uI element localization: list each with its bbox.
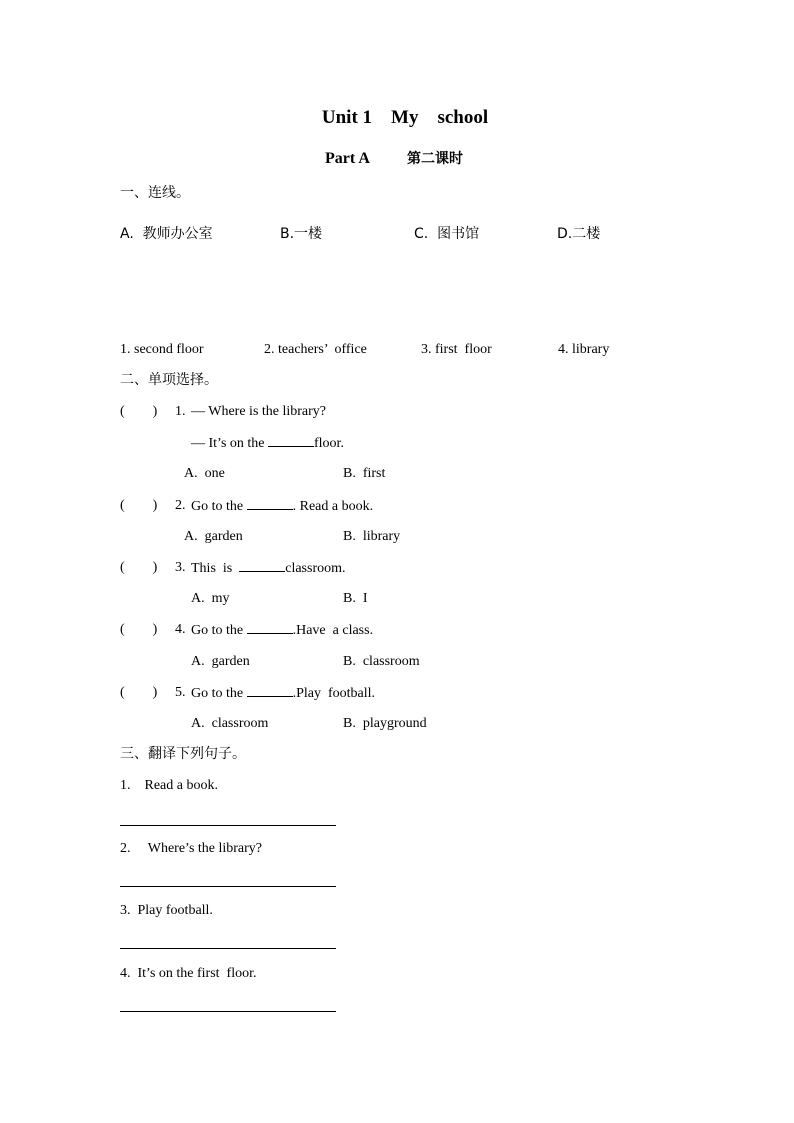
match-english-1: 1. second floor bbox=[120, 342, 204, 357]
match-english-2: 2. teachers’ office bbox=[264, 342, 367, 357]
question-text-pre: This is bbox=[191, 561, 240, 576]
fill-blank[interactable] bbox=[268, 434, 314, 447]
translate-item-3: 3. Play football. bbox=[120, 903, 213, 918]
section1-heading: 一、连线。 bbox=[120, 185, 190, 201]
option-b: B. library bbox=[343, 529, 401, 544]
question-text-line2 bbox=[191, 434, 344, 453]
option-a: A. one bbox=[184, 466, 225, 481]
option-a: A. garden bbox=[191, 654, 250, 669]
question-number: 5. bbox=[175, 685, 186, 700]
question-text bbox=[191, 559, 346, 578]
question-text bbox=[191, 621, 373, 640]
match-chinese-b: B.一楼 bbox=[280, 226, 323, 242]
question-text-post: .Play football. bbox=[292, 686, 376, 701]
option-b: B. classroom bbox=[343, 654, 420, 669]
translate-item-2: 2. Where’s the library? bbox=[120, 841, 263, 856]
match-chinese-d: D.二楼 bbox=[557, 226, 601, 242]
answer-paren[interactable]: ( ) bbox=[120, 685, 158, 700]
answer-line-1[interactable] bbox=[120, 825, 336, 826]
question-text bbox=[191, 684, 375, 703]
option-a: A. my bbox=[191, 591, 230, 606]
match-english-4: 4. library bbox=[558, 342, 610, 357]
option-a: A. garden bbox=[184, 529, 243, 544]
answer-paren[interactable]: ( ) bbox=[120, 498, 158, 513]
section3-heading: 三、翻译下列句子。 bbox=[120, 746, 246, 762]
question-number: 4. bbox=[175, 622, 186, 637]
option-b: B. I bbox=[343, 591, 368, 606]
answer-line-4[interactable] bbox=[120, 1011, 336, 1012]
question-number: 2. bbox=[175, 498, 186, 513]
option-b: B. first bbox=[343, 466, 386, 481]
question-text-post: floor. bbox=[314, 436, 344, 451]
fill-blank[interactable] bbox=[247, 621, 293, 634]
match-chinese-a: A. 教师办公室 bbox=[120, 226, 213, 242]
question-text: — Where is the library? bbox=[191, 404, 327, 419]
question-text-pre: Go to the bbox=[191, 623, 247, 638]
question-number: 1. bbox=[175, 404, 186, 419]
translate-item-1: 1. Read a book. bbox=[120, 778, 218, 793]
section2-heading: 二、单项选择。 bbox=[120, 372, 218, 388]
page-title: Unit 1 My school bbox=[321, 107, 489, 128]
question-text-pre: Go to the bbox=[191, 686, 247, 701]
question-text-pre: Go to the bbox=[191, 499, 247, 514]
answer-paren[interactable]: ( ) bbox=[120, 560, 158, 575]
match-english-3: 3. first floor bbox=[421, 342, 492, 357]
option-a: A. classroom bbox=[191, 716, 269, 731]
question-text bbox=[191, 497, 373, 516]
question-text-pre: — It’s on the bbox=[191, 436, 268, 451]
question-number: 3. bbox=[175, 560, 186, 575]
question-text-post: . Read a book. bbox=[292, 499, 374, 514]
answer-line-3[interactable] bbox=[120, 948, 336, 949]
answer-paren[interactable]: ( ) bbox=[120, 404, 158, 419]
answer-line-2[interactable] bbox=[120, 886, 336, 887]
match-chinese-c: C. 图书馆 bbox=[414, 226, 480, 242]
translate-item-4: 4. It’s on the first floor. bbox=[120, 966, 257, 981]
answer-paren[interactable]: ( ) bbox=[120, 622, 158, 637]
fill-blank[interactable] bbox=[247, 497, 293, 510]
question-text-post: .Have a class. bbox=[292, 623, 374, 638]
lesson-label: 第二课时 bbox=[407, 151, 463, 167]
option-b: B. playground bbox=[343, 716, 427, 731]
question-text-post: classroom. bbox=[285, 561, 346, 576]
fill-blank[interactable] bbox=[239, 559, 285, 572]
fill-blank[interactable] bbox=[247, 684, 293, 697]
part-label: Part A bbox=[325, 150, 370, 167]
